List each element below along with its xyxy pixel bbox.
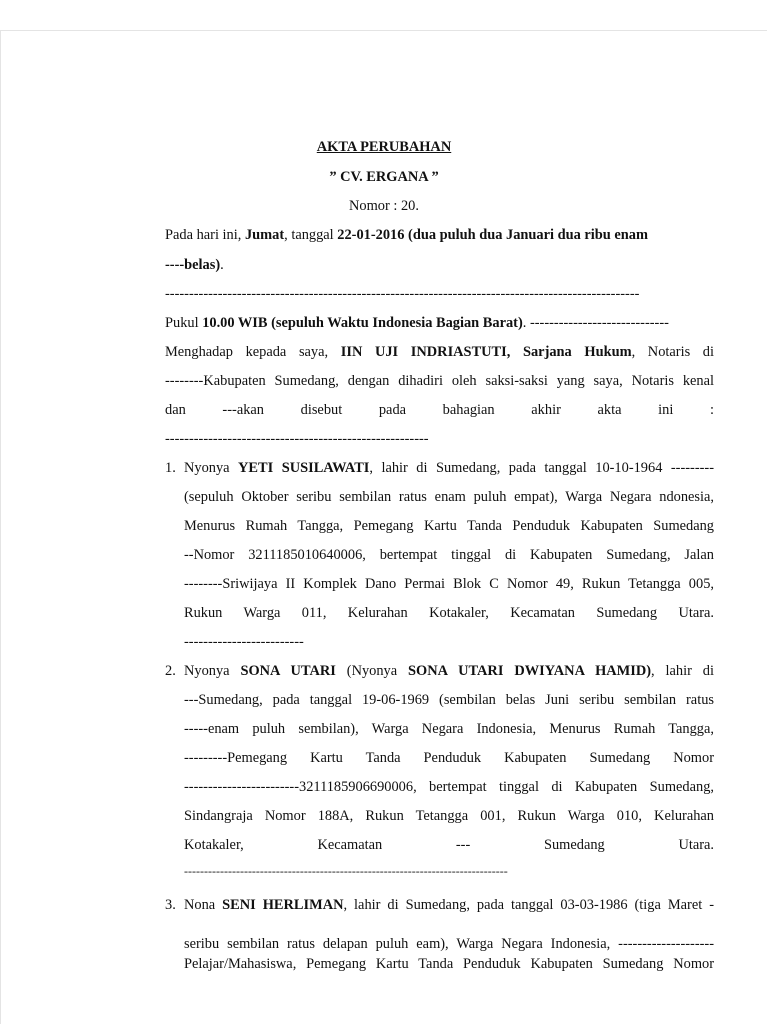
day: Jumat [244,227,285,243]
company-name: ” CV. ERGANA ” [329,169,439,185]
item-2-line-8: --------------------------------------------------------------------------------- [184,864,508,878]
item-1-number: 1. [165,460,176,476]
item-1-line-5: --------Sriwijaya II Komplek Dano Permai Blok C Nomor 49, Rukun Tetangga 005, [184,576,714,592]
item-2-line-1: Nyonya SONA UTARI (Nyonya SONA UTARI DWIYANA HAMID), lahir di [184,663,714,679]
item-2-line-3: -----enam puluh sembilan), Warga Negara Indonesia, Menurus Rumah Tangga, [184,721,714,737]
item-1-line-6: Rukun Warga 011, Kelurahan Kotakaler, Kecamatan Sumedang Utara. [184,605,714,621]
opening-line: Pada hari ini, Jumat, tanggal 22-01-2016 (dua puluh dua Januari dua ribu enam [165,227,648,243]
item-2-number: 2. [165,663,176,679]
item-3-line-3: Pelajar/Mahasiswa, Pemegang Kartu Tanda Penduduk Kabupaten Sumedang Nomor [184,956,714,972]
item-3-number: 3. [165,897,176,913]
item-1-line-4: --Nomor 3211185010640006, bertempat tinggal di Kabupaten Sumedang, Jalan [184,547,714,563]
document-title: AKTA PERUBAHAN [316,139,452,155]
separator-line: --------------------------------------------------------------------------------------------------- [165,286,640,302]
time-line: Pukul 10.00 WIB (sepuluh Waktu Indonesia Bagian Barat). ----------------------------- [165,315,669,331]
deed-number: Nomor : 20. [349,198,419,214]
item-1-line-2: (sepuluh Oktober seribu sembilan ratus enam puluh empat), Warga Negara ndonesia, [184,489,714,505]
appear-line-4: ------------------------------------------------------- [165,431,429,447]
item-2-line-2: ---Sumedang, pada tanggal 19-06-1969 (sembilan belas Juni seribu sembilan ratus [184,692,714,708]
item-1-line-3: Menurus Rumah Tangga, Pemegang Kartu Tanda Penduduk Kabupaten Sumedang [184,518,714,534]
item-1-line-7: ------------------------- [184,634,304,650]
item-2-line-5: ------------------------3211185906690006, bertempat tinggal di Kabupaten Sumedang, [184,779,714,795]
item-2-line-7: Kotakaler, Kecamatan --- Sumedang Utara. [184,837,714,853]
item-2-line-4: ---------Pemegang Kartu Tanda Penduduk Kabupaten Sumedang Nomor [184,750,714,766]
appear-line-2: --------Kabupaten Sumedang, dengan dihadiri oleh saksi-saksi yang saya, Notaris kenal [165,373,714,389]
item-1-line-1: Nyonya YETI SUSILAWATI, lahir di Sumedang, pada tanggal 10-10-1964 --------- [184,460,714,476]
appear-line-1: Menghadap kepada saya, IIN UJI INDRIASTUTI, Sarjana Hukum, Notaris di [165,344,714,360]
item-2-line-6: Sindangraja Nomor 188A, Rukun Tetangga 001, Rukun Warga 010, Kelurahan [184,808,714,824]
date: 22-01-2016 (dua puluh dua Januari dua ribu enam [337,227,648,243]
opening-line-2: ----belas). [165,257,224,273]
notary-name: IIN UJI INDRIASTUTI, Sarjana Hukum [340,344,632,360]
item-3-line-1: Nona SENI HERLIMAN, lahir di Sumedang, pada tanggal 03-03-1986 (tiga Maret - [184,897,714,913]
appear-line-3: dan ---akan disebut pada bahagian akhir akta ini : [165,402,714,418]
item-3-line-2: seribu sembilan ratus delapan puluh eam), Warga Negara Indonesia, -------------------- [184,936,714,952]
